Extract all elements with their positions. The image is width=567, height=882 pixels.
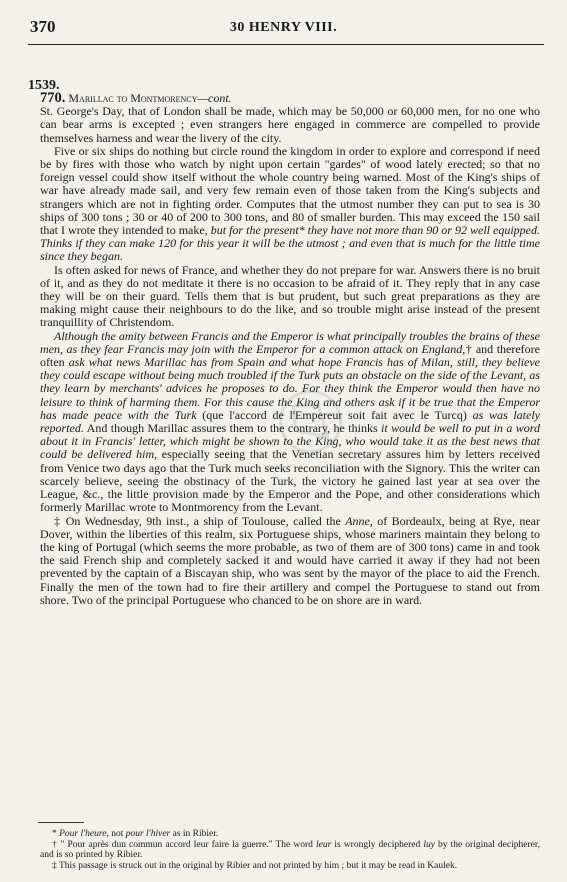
footnotes	[40, 829, 540, 871]
entry-title: Marillac to Montmorency	[68, 91, 198, 105]
header-rule	[28, 44, 544, 45]
italic-run: but for the present* they have not more than 90 or 92 well equipped. Thinks if they can make 120 for this year it will be the utmost ; and even that is much for the little time since they began.	[40, 223, 540, 264]
body-paragraph	[40, 145, 540, 264]
text-run: is wrongly deciphered	[331, 839, 424, 850]
italic-run: Although the amity between Francis and the Emperor is what principally troubles the brains of these men, as they fear Francis may join with the Emperor for a common attack on England,	[40, 328, 540, 356]
text-run: not	[108, 829, 126, 839]
text-run: especially seeing that the Venetian secretary assures him by letters received from Venice two days ago that the Turk much seeks reconciliation with the Signory. This the writer can scarcely believe, seeing the obstinacy of the Turk, the victory he gained last year at sea over the League, &c., the little provision made by the Emperor and the Pope, and other considerations which formerly Marillac wrote to Montmorency from the Levant.	[40, 447, 540, 515]
text-run: And though Marillac assures them to the contrary, he thinks	[83, 421, 382, 436]
body-paragraph	[40, 105, 540, 145]
italic-run: it would be well to put in a word about it in Francis' letter, which might be shown to the King, who would take it as the best news that could be delivered him,	[40, 421, 540, 462]
italic-run: leur	[315, 839, 332, 850]
text-run: ‡ This passage is struck out in the original by Ribier and not printed by him ; but it may be read in Kaulek.	[52, 860, 458, 871]
document-entry	[40, 92, 540, 607]
page-number: 370	[30, 17, 56, 36]
text-run: Is often asked for news of France, and whether they do not prepare for war. Answers there is no bruit of it, and as they do not meditate it there is no occasion to be afraid of it. They reply that in any case they will be on their guard. Tells them that is but prudent, but such great preparations as they are making might cause their neighbours to do the like, and so trouble might arise instead of the present tranquillity of Christendom.	[40, 262, 540, 330]
italic-run: Pour l'heure,	[59, 829, 109, 839]
year-margin: 1539.	[28, 78, 60, 93]
footnote	[40, 840, 540, 861]
text-run: Five or six ships do nothing but circle round the kingdom in order to explore and correspond if need be by fires with those who watch by night upon certain "gardes" of wood lately erected; so that no foreign vessel could show itself without the whole country being warned. Most of the King's ships of war have already made sail, and very few remain even of those taken from the King's subjects and strangers which are not in fighting order. Computes that the utmost number they can put to sea is 30 ships of 300 tons ; 30 or 40 of 200 to 300 tons, and 80 of smaller burden. This may exceed the 150 sail that I wrote they intended to make,	[40, 143, 540, 238]
entry-title-suffix: —cont.	[197, 91, 232, 105]
text-run: † " Pour après dun commun accord leur faire la guerre." The word	[52, 839, 316, 850]
text-run: *	[52, 829, 60, 839]
body-paragraph	[40, 330, 540, 515]
entry-body	[40, 105, 540, 607]
footnote	[40, 861, 540, 872]
italic-run: luy	[423, 839, 435, 850]
text-run: by the original decipherer, and is so printed by Ribier.	[40, 839, 541, 861]
italic-run: Anne,	[345, 513, 373, 528]
text-run: as in Ribier.	[170, 829, 219, 839]
footnote-rule	[38, 822, 84, 823]
text-run: St. George's Day, that of London shall be made, which may be 50,000 or 60,000 men, for no one who can bear arms is excepted ; even strangers here engaged in commerce are compelled to provide themselves harness and wear the livery of the city.	[40, 104, 540, 145]
italic-run: pour l'hiver	[125, 829, 171, 839]
text-run: ‡ On Wednesday, 9th inst., a ship of Toulouse, called the	[54, 513, 346, 528]
text-run: of Bordeaulx, being at Rye, near Dover, within the liberties of this realm, six Portuguese ships, whose mariners maintain they belong to the king of Portugal (which seems the more probable, as two of them are of 300 tons) came in and took the said French ship and completely sacked it and would have carried it away if they had not been prevented by the captain of a Biscayan ship, who was sent by the mayor of the place to aid the French. Finally the men of the town had to fire their artillery and compel the Portuguese to stand out from shore. Two of the principal Portuguese who chanced to be on shore are in ward.	[40, 513, 540, 607]
italic-run: as was lately reported.	[40, 407, 541, 436]
body-paragraph	[40, 515, 540, 607]
text-run: † and therefore often	[40, 341, 540, 370]
body-paragraph	[40, 264, 540, 330]
italic-run: ask what news Marillac has from Spain and what hope Francis has of Milan, still, they believe they could escape without being much troubled if the Turk puts an obstacle on the side of the Levant, as they learn by merchants' advices he proposes to do. For they think the Emperor would then have no leisure to think of harming them. For this cause the King and others ask if it be true that the Emperor has made peace with the Turk	[40, 355, 541, 422]
footnote	[40, 829, 540, 840]
text-run: (que l'accord de l'Empereur soit fait avec le Turcq)	[196, 407, 473, 422]
running-head: 30 HENRY VIII.	[229, 20, 338, 35]
entry-number: 770.	[40, 90, 66, 106]
